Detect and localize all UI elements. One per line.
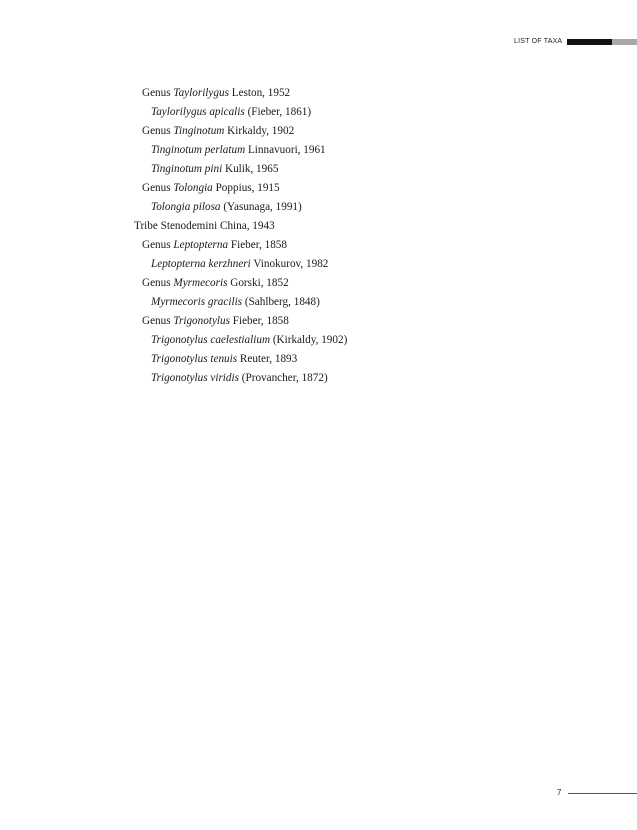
- taxon-entry: Tolongia pilosa (Yasunaga, 1991): [151, 201, 302, 213]
- taxon-entry: Genus Taylorilygus Leston, 1952: [142, 87, 291, 99]
- taxon-entry: Myrmecoris gracilis (Sahlberg, 1848): [151, 296, 320, 308]
- taxon-entry: Tribe Stenodemini China, 1943: [134, 220, 275, 232]
- taxon-entry: Leptopterna kerzhneri Vinokurov, 1982: [151, 258, 329, 270]
- taxon-entry: Trigonotylus tenuis Reuter, 1893: [151, 353, 298, 365]
- taxon-entry: Genus Tinginotum Kirkaldy, 1902: [142, 125, 295, 137]
- taxon-entry: Genus Myrmecoris Gorski, 1852: [142, 277, 289, 289]
- running-header-title: LIST OF TAXA: [514, 38, 563, 45]
- page-number: 7: [557, 788, 562, 797]
- taxon-entry: Genus Tolongia Poppius, 1915: [142, 182, 280, 194]
- taxon-entry: Genus Leptopterna Fieber, 1858: [142, 239, 287, 251]
- header-bar-black: [567, 39, 612, 45]
- taxon-entry: Trigonotylus viridis (Provancher, 1872): [151, 372, 328, 384]
- footer-rule: [568, 793, 637, 794]
- taxon-entry: Trigonotylus caelestialium (Kirkaldy, 1902): [151, 334, 348, 346]
- header-bar-grey: [612, 39, 637, 45]
- taxon-entry: Tinginotum pini Kulik, 1965: [151, 163, 279, 175]
- taxon-entry: Genus Trigonotylus Fieber, 1858: [142, 315, 289, 327]
- taxon-entry: Taylorilygus apicalis (Fieber, 1861): [151, 106, 312, 118]
- taxon-entry: Tinginotum perlatum Linnavuori, 1961: [151, 144, 326, 156]
